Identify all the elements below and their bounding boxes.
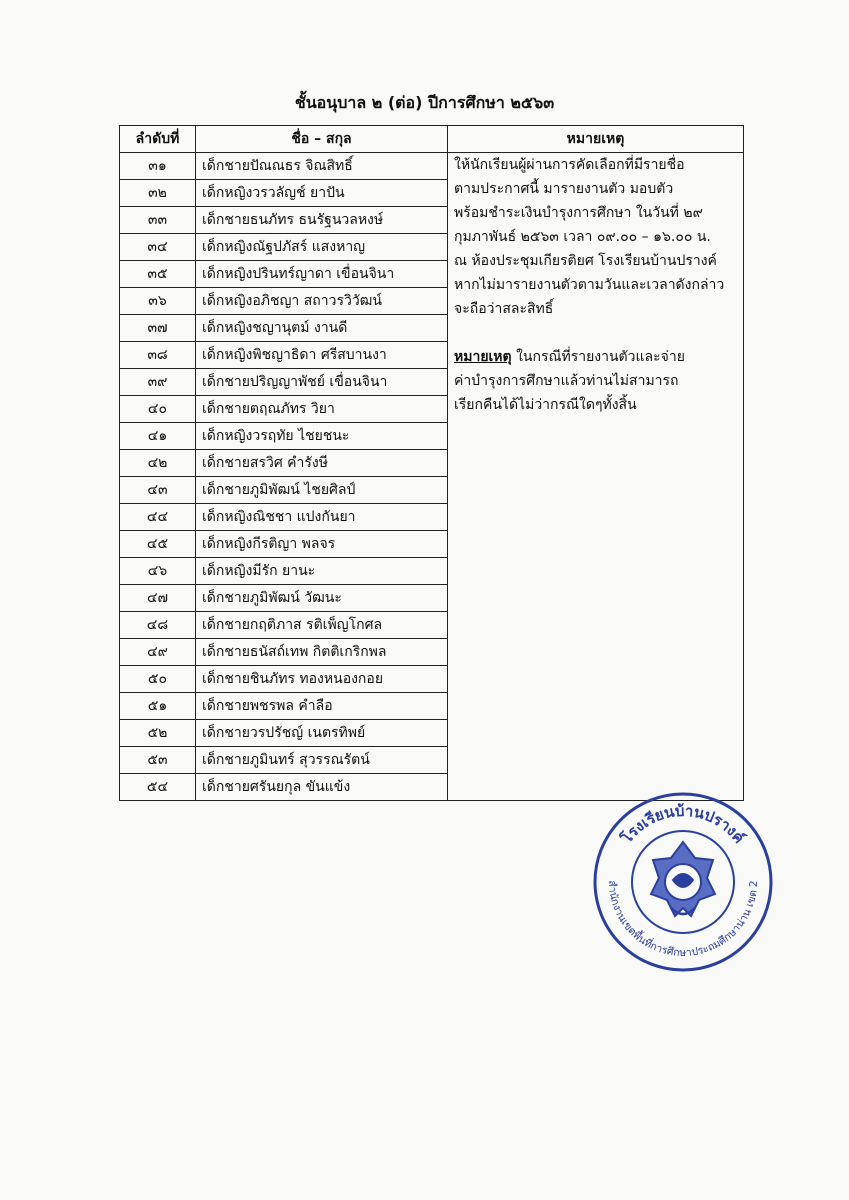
remarks-spacer bbox=[454, 321, 737, 345]
row-number: ๓๕ bbox=[120, 261, 196, 288]
row-number: ๓๓ bbox=[120, 207, 196, 234]
student-name: เด็กหญิงวรวลัญช์ ยาปัน bbox=[196, 180, 448, 207]
student-name: เด็กชายปริญญาพัชย์ เขื่อนจินา bbox=[196, 369, 448, 396]
remarks-footnote-text: ในกรณีที่รายงานตัวและจ่าย ค่าบำรุงการศึกษาแล้วท่านไม่สามารถ เรียกคืนได้ไม่ว่ากรณีใดๆทั้งสิ้น bbox=[454, 349, 685, 413]
student-name: เด็กชายศรันยกุล ขันแข้ง bbox=[196, 774, 448, 801]
school-seal bbox=[591, 790, 775, 974]
row-number: ๓๔ bbox=[120, 234, 196, 261]
row-number: ๕๐ bbox=[120, 666, 196, 693]
table-body bbox=[120, 153, 744, 801]
row-number: ๔๒ bbox=[120, 450, 196, 477]
row-number: ๔๖ bbox=[120, 558, 196, 585]
seal-top-text: โรงเรียนบ้านปรางค์ bbox=[617, 801, 749, 847]
student-name: เด็กชายภูมินทร์ สุวรรณรัตน์ bbox=[196, 747, 448, 774]
row-number: ๔๔ bbox=[120, 504, 196, 531]
row-number: ๓๗ bbox=[120, 315, 196, 342]
student-name: เด็กหญิงกีรติญา พลจร bbox=[196, 531, 448, 558]
row-number: ๓๒ bbox=[120, 180, 196, 207]
row-number: ๓๑ bbox=[120, 153, 196, 180]
student-name: เด็กชายภูมิพัฒน์ ไชยศิลป์ bbox=[196, 477, 448, 504]
student-name: เด็กหญิงปรินทร์ญาดา เขื่อนจินา bbox=[196, 261, 448, 288]
student-name: เด็กหญิงชญานุตม์ งานดี bbox=[196, 315, 448, 342]
remarks-footnote bbox=[454, 345, 737, 417]
student-name: เด็กชายภูมิพัฒน์ วัฒนะ bbox=[196, 585, 448, 612]
row-number: ๔๐ bbox=[120, 396, 196, 423]
remarks-label: หมายเหตุ bbox=[454, 349, 512, 365]
header-remarks: หมายเหตุ bbox=[448, 126, 744, 153]
student-name: เด็กชายชินภัทร ทองหนองกอย bbox=[196, 666, 448, 693]
remarks-instructions: ให้นักเรียนผู้ผ่านการคัดเลือกที่มีรายชื่อ ตามประกาศนี้ มารายงานตัว มอบตัว พร้อมชำระเงินบำรุงการศึกษา ในวันที่ ๒๙ กุมภาพันธ์ ๒๕๖๓ เวลา ๐๙.๐๐ – ๑๖.๐๐ น. ณ ห้องประชุมเกียรติยศ โรงเรียนบ้านปรางค์ หากไม่มารายงานตัวตามวันและเวลาดังกล่าว จะถือว่าสละสิทธิ์ bbox=[454, 157, 725, 317]
page-title: ชั้นอนุบาล ๒ (ต่อ) ปีการศึกษา ๒๕๖๓ bbox=[294, 93, 555, 112]
row-number: ๕๓ bbox=[120, 747, 196, 774]
seal-bottom-text: สำนักงานเขตพื้นที่การศึกษาประถมศึกษาน่าน เขต 2 bbox=[605, 879, 761, 960]
student-name: เด็กหญิงมีรัก ยานะ bbox=[196, 558, 448, 585]
row-number: ๕๒ bbox=[120, 720, 196, 747]
student-name: เด็กหญิงณัฐปภัสร์ แสงหาญ bbox=[196, 234, 448, 261]
student-name: เด็กชายปัณณธร จิณสิทธิ์ bbox=[196, 153, 448, 180]
header-name: ชื่อ – สกุล bbox=[196, 126, 448, 153]
student-name: เด็กชายวรปรัชญ์ เนตรทิพย์ bbox=[196, 720, 448, 747]
row-number: ๔๗ bbox=[120, 585, 196, 612]
student-name: เด็กชายธนัสถ์เทพ กิตติเกริกพล bbox=[196, 639, 448, 666]
seal-emblem-icon bbox=[651, 842, 715, 916]
student-name: เด็กหญิงพิชญาธิดา ศรีสบานงา bbox=[196, 342, 448, 369]
row-number: ๔๘ bbox=[120, 612, 196, 639]
table-row bbox=[120, 153, 744, 180]
row-number: ๓๙ bbox=[120, 369, 196, 396]
student-roster-table bbox=[119, 125, 744, 801]
row-number: ๔๑ bbox=[120, 423, 196, 450]
row-number: ๕๑ bbox=[120, 693, 196, 720]
row-number: ๔๓ bbox=[120, 477, 196, 504]
table-header-row bbox=[120, 126, 744, 153]
remarks-cell bbox=[448, 153, 744, 801]
student-name: เด็กชายพชรพล คำลือ bbox=[196, 693, 448, 720]
row-number: ๓๖ bbox=[120, 288, 196, 315]
student-name: เด็กหญิงวรฤทัย ไชยชนะ bbox=[196, 423, 448, 450]
student-name: เด็กชายตฤณภัทร วิยา bbox=[196, 396, 448, 423]
student-name: เด็กหญิงอภิชญา สถาวรวิวัฒน์ bbox=[196, 288, 448, 315]
student-name: เด็กหญิงณิชชา แปงกันยา bbox=[196, 504, 448, 531]
header-number: ลำดับที่ bbox=[120, 126, 196, 153]
student-name: เด็กชายสรวิศ คำรังษี bbox=[196, 450, 448, 477]
row-number: ๕๔ bbox=[120, 774, 196, 801]
row-number: ๓๘ bbox=[120, 342, 196, 369]
row-number: ๔๙ bbox=[120, 639, 196, 666]
student-name: เด็กชายกฤติภาส รติเพ็ญโกศล bbox=[196, 612, 448, 639]
row-number: ๔๕ bbox=[120, 531, 196, 558]
student-name: เด็กชายธนภัทร ธนรัฐนวลหงษ์ bbox=[196, 207, 448, 234]
